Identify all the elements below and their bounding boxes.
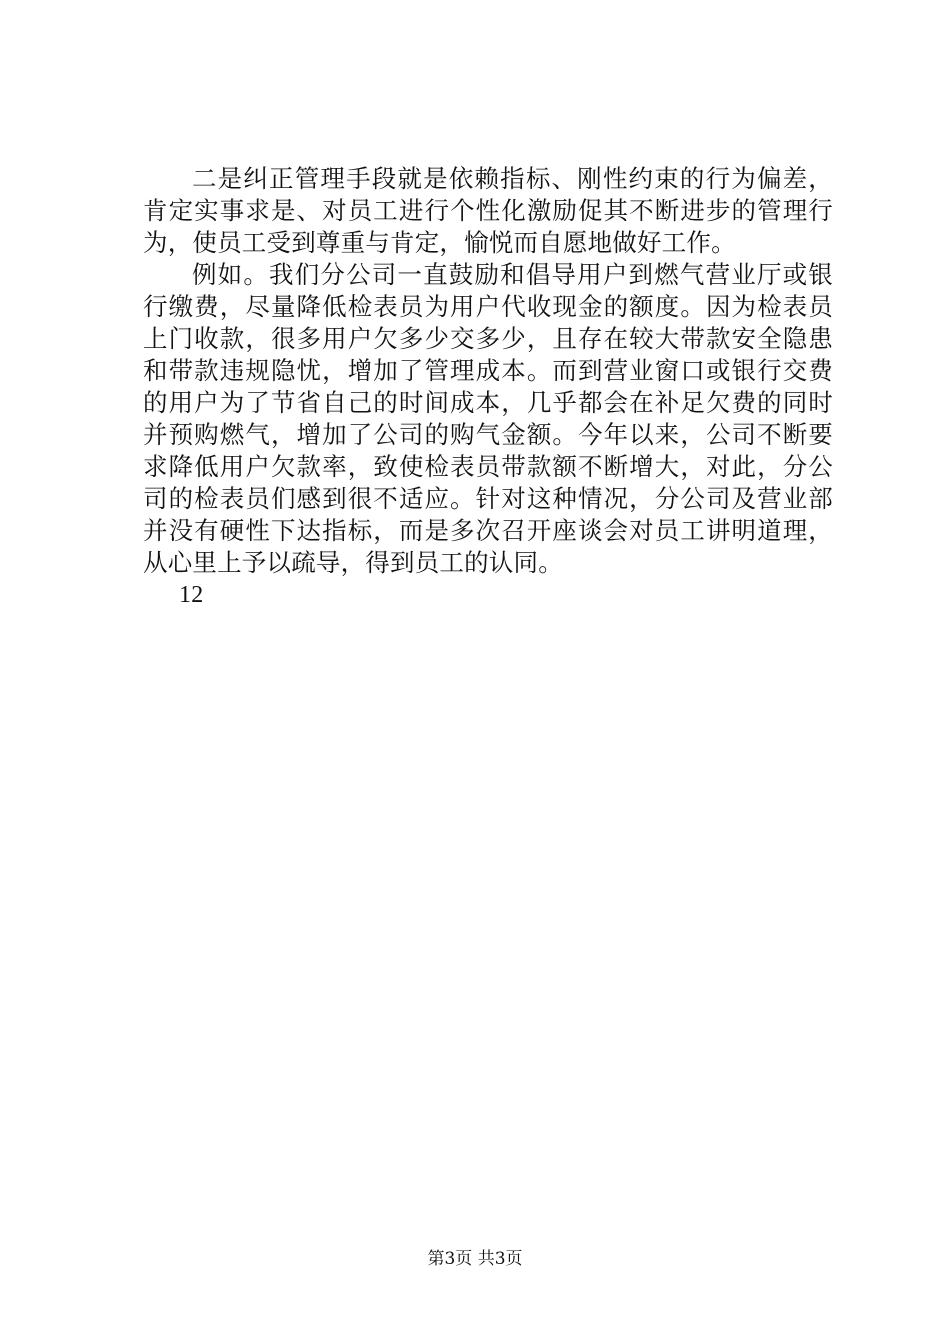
page-footer: 第3页 共3页 (427, 1249, 523, 1269)
paragraph-example: 例如。我们分公司一直鼓励和倡导用户到燃气营业厅或银行缴费，尽量降低检表员为用户代收现金的额度。因为检表员上门收款，很多用户欠多少交多少，且存在较大带款安全隐患和带款违规隐忧，增加了管理成本。而到营业窗口或银行交费的用户为了节省自己的时间成本，几乎都会在补足欠费的同时并预购燃气，增加了公司的购气金额。今年以来，公司不断要求降低用户欠款率，致使检表员带款额不断增大，对此，分公司的检表员们感到很不适应。针对这种情况，分公司及营业部并没有硬性下达指标，而是多次召开座谈会对员工讲明道理，从心里上予以疏导，得到员工的认同。 (143, 260, 833, 577)
paragraph-management-principle: 二是纠正管理手段就是依赖指标、刚性约束的行为偏差，肯定实事求是、对员工进行个性化激励促其不断进步的管理行为，使员工受到尊重与肯定，愉悦而自愿地做好工作。 (143, 164, 833, 257)
document-body (143, 163, 833, 611)
trailing-number: 12 (179, 582, 204, 608)
